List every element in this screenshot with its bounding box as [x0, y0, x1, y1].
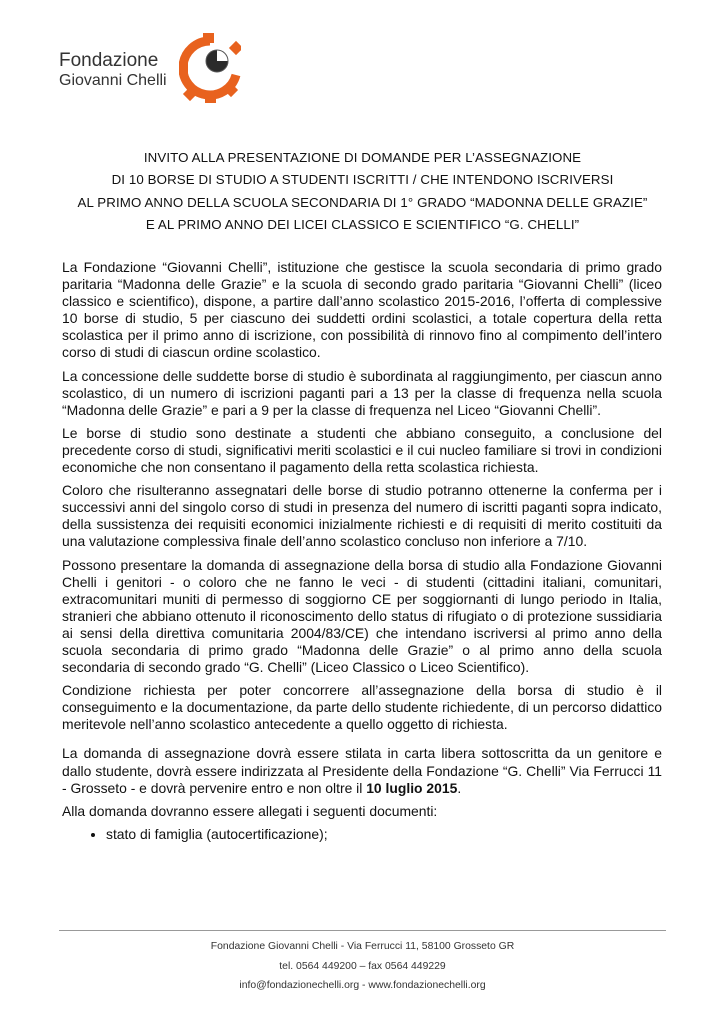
logo-text — [59, 51, 167, 90]
title-line-4: E AL PRIMO ANNO DEI LICEI CLASSICO E SCIENTIFICO “G. CHELLI” — [145, 217, 580, 233]
document-title — [40, 147, 685, 237]
title-line-2: DI 10 BORSE DI STUDIO A STUDENTI ISCRITTI / CHE INTENDONO ISCRIVERSI — [111, 172, 614, 188]
application-text: La domanda di assegnazione dovrà essere stilata in carta libera sottoscritta da un genitore e dallo studente, dovrà essere indirizzata al Presidente della Fondazione “G. Chelli” Via Ferrucci 11 - Grosseto - e dovrà pervenire entro e non oltre il — [62, 745, 662, 796]
application-end: . — [457, 779, 462, 796]
logo-line-2: Giovanni Chelli — [59, 72, 167, 89]
logo-line-1: Fondazione — [59, 50, 159, 71]
paragraph-documents-intro: Alla domanda dovranno essere allegati i seguenti documenti: — [62, 802, 438, 819]
logo-emblem-icon — [179, 33, 241, 103]
page-footer — [0, 937, 725, 996]
list-item: • stato di famiglia (autocertificazione); — [106, 826, 662, 843]
paragraph-foundation-offer: La Fondazione “Giovanni Chelli”, istituzione che gestisce la scuola secondaria di primo grado paritaria “Madonna delle Grazie” e la scuola di secondo grado paritaria “Giovanni Chelli” (liceo classico e scientifico), dispone, a partire dall’anno scolastico 2015-2016, l’offerta di complessive 10 borse di studio, 5 per ciascuno dei suddetti ordini scolastici, a totale copertura della retta scolastica per il primo anno di iscrizione, con possibilità di rinnovo fino al compimento dell’intero corso di studi di ciascun ordine scolastico. — [62, 259, 662, 361]
title-line-3: AL PRIMO ANNO DELLA SCUOLA SECONDARIA DI 1° GRADO “MADONNA DELLE GRAZIE” — [77, 194, 648, 210]
title-line-1: INVITO ALLA PRESENTAZIONE DI DOMANDE PER L’ASSEGNAZIONE — [143, 150, 582, 165]
paragraph-eligibility: Possono presentare la domanda di assegnazione della borsa di studio alla Fondazione Giovanni Chelli i genitori - o coloro che ne fanno le veci - di studenti (cittadini italiani, comunitari, extracomunitari muniti di permesso di soggiorno CE per soggiornanti di lungo periodo in Italia, stranieri che abbiano ottenuto il riconoscimento dello status di rifugiato o di protezione sussidiaria ai sensi della direttiva comunitaria 2004/83/CE) che intendano iscriversi al primo anno della scuola secondaria di primo grado “Madonna delle Grazie” o al primo anno della scuola secondaria di secondo grado “G. Chelli” (Liceo Classico o Liceo Scientifico). — [62, 556, 662, 676]
documents-list — [62, 826, 662, 843]
application-deadline: 10 luglio 2015 — [366, 779, 458, 796]
paragraph-concession-condition: La concessione delle suddette borse di studio è subordinata al raggiungimento, per ciascun anno scolastico, di un numero di iscrizioni paganti pari a 13 per la classe di frequenza nella scuola “Madonna delle Grazie” e pari a 9 per la classe di frequenza nel Liceo “Giovanni Chelli”. — [62, 367, 662, 418]
document-body — [62, 259, 662, 843]
footer-address: Fondazione Giovanni Chelli - Via Ferrucci 11, 58100 Grosseto GR — [210, 941, 515, 952]
paragraph-application — [62, 745, 662, 796]
footer-contacts: info@fondazionechelli.org - www.fondazionechelli.org — [239, 980, 486, 992]
footer-phone: tel. 0564 449200 – fax 0564 449229 — [279, 960, 446, 972]
footer-divider — [59, 930, 666, 931]
paragraph-renewal: Coloro che risulteranno assegnatari delle borse di studio potranno ottenerne la conferma per i successivi anni del singolo corso di studi in presenza del numero di iscritti paganti sopra indicato, della sussistenza dei requisiti economici inizialmente richiesti e di requisiti di merito costituiti da una valutazione complessiva finale dell’anno scolastico concluso non inferiore a 7/10. — [62, 482, 662, 550]
paragraph-merit-requirement: Condizione richiesta per poter concorrere all’assegnazione della borsa di studio è il conseguimento e la documentazione, da parte dello studente richiedente, di un percorso didattico meritevole nell’anno scolastico antecedente a quello oggetto di richiesta. — [62, 682, 662, 733]
foundation-logo — [59, 25, 241, 109]
paragraph-recipients: Le borse di studio sono destinate a studenti che abbiano conseguito, a conclusione del precedente corso di studi, significativi meriti scolastici e il cui nucleo familiare si trovi in condizioni economiche che non consentano il pagamento della retta scolastica richiesta. — [62, 424, 662, 476]
